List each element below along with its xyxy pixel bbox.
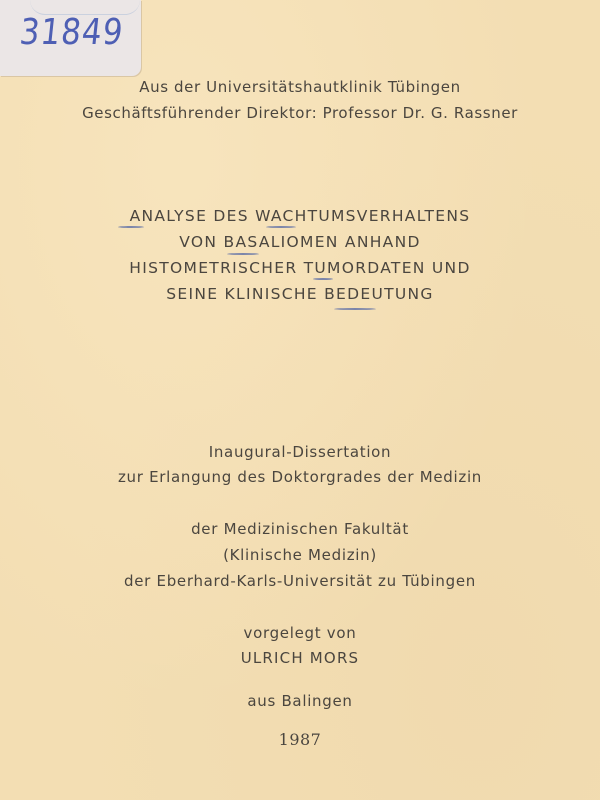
- author-name: ULRICH MORS: [240, 649, 360, 667]
- pencil-underline-be: [334, 308, 376, 310]
- dissertation-type: Inaugural-Dissertation: [208, 443, 392, 461]
- pencil-underline-a: [118, 226, 144, 228]
- presented-by: vorgelegt von: [243, 624, 357, 642]
- pencil-underline-t: [313, 278, 333, 280]
- faculty-line-3: der Eberhard-Karls-Universität zu Tübingen: [124, 572, 476, 590]
- title-line-1: ANALYSE DES WACHTUMSVERHALTENS: [129, 207, 471, 225]
- header-director: Geschäftsführender Direktor: Professor Dr. G. Rassner: [82, 104, 518, 122]
- publication-year: 1987: [278, 730, 322, 749]
- library-sticker: [0, 0, 141, 76]
- dissertation-purpose: zur Erlangung des Doktorgrades der Medizin: [117, 468, 483, 486]
- faculty-line-2: (Klinische Medizin): [223, 546, 377, 564]
- title-line-2: VON BASALIOMEN ANHAND: [179, 233, 421, 251]
- title-line-4: SEINE KLINISCHE BEDEUTUNG: [166, 285, 434, 303]
- author-origin: aus Balingen: [247, 692, 353, 710]
- pencil-underline-ba: [227, 253, 259, 255]
- title-line-3: HISTOMETRISCHER TUMORDATEN UND: [129, 259, 471, 277]
- catalog-number: 31849: [17, 12, 126, 54]
- faculty-line-1: der Medizinischen Fakultät: [191, 520, 409, 538]
- pencil-underline-wa: [266, 226, 296, 228]
- header-clinic: Aus der Universitätshautklinik Tübingen: [139, 78, 461, 96]
